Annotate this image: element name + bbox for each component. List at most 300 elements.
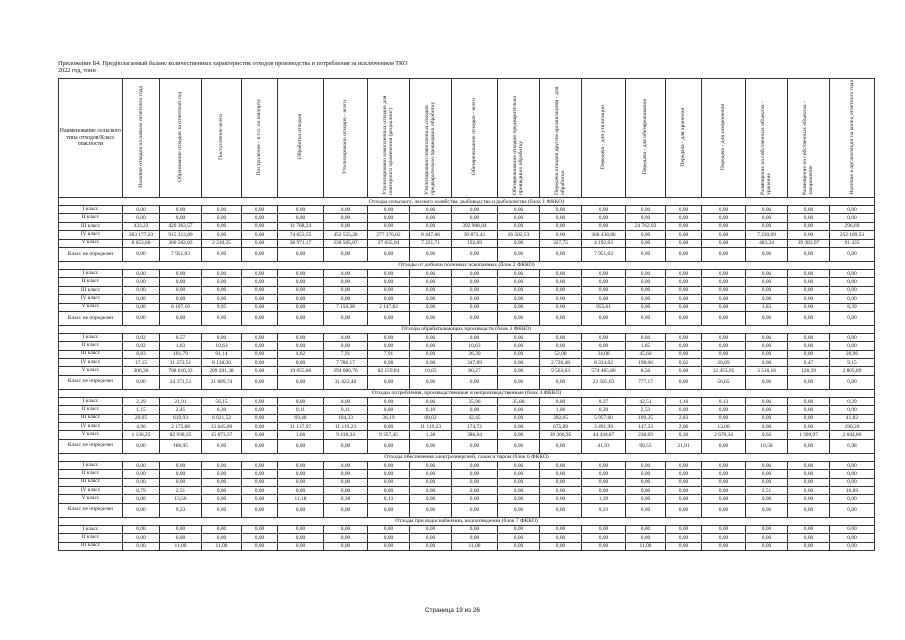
table-cell: 198,06 — [626, 359, 666, 367]
table-cell: 0,00 — [452, 406, 498, 414]
table-cell: 0,00 — [666, 542, 702, 550]
table-cell: 0,00 — [123, 295, 160, 303]
table-cell: 128,39 — [788, 367, 830, 375]
table-cell: 0,00 — [324, 503, 368, 517]
table-cell: 0,00 — [123, 534, 160, 542]
column-header-label: Поступление-всего — [218, 114, 225, 160]
table-cell: 0,00 — [452, 525, 498, 533]
table-cell: 41,93 — [582, 439, 626, 453]
table-cell: 0,00 — [702, 286, 746, 294]
table-cell: 1 136,25 — [123, 431, 160, 439]
table-cell: 0,00 — [160, 461, 202, 469]
table-cell: 0,00 — [830, 470, 875, 478]
table-cell: 0,00 — [626, 503, 666, 517]
table-cell: 0,00 — [160, 295, 202, 303]
table-cell: 6 021,52 — [202, 414, 242, 422]
row-class-label: V класс — [59, 431, 123, 439]
table-row — [59, 278, 875, 286]
table-cell: 0,00 — [540, 333, 582, 341]
column-header — [368, 79, 410, 198]
table-cell: 0,00 — [368, 486, 410, 494]
table-cell: 0,00 — [202, 247, 242, 261]
table-cell: 0,00 — [702, 278, 746, 286]
table-cell: 1,38 — [410, 431, 452, 439]
table-cell: 0,00 — [324, 286, 368, 294]
table-cell: 0,00 — [452, 461, 498, 469]
table-cell: 7 951,03 — [160, 247, 202, 261]
row-class-label: IV класс — [59, 423, 123, 431]
title-line-1: Приложение Б4. Предполагаемый баланс количественных характеристик отходов производства и потребления за исключением ТКО — [58, 60, 408, 67]
table-cell: 0,00 — [242, 303, 278, 311]
section-row — [59, 261, 875, 269]
table-cell: 0,00 — [788, 311, 830, 325]
table-cell: 8,56 — [626, 367, 666, 375]
table-cell: 0,00 — [160, 311, 202, 325]
table-cell: 11,18 — [278, 495, 324, 503]
table-cell: 0,00 — [202, 231, 242, 239]
table-cell: 0,00 — [702, 222, 746, 230]
table-cell: 0,00 — [242, 278, 278, 286]
table-cell: 0,00 — [123, 247, 160, 261]
table-cell: 0,00 — [540, 222, 582, 230]
table-cell: 0,00 — [410, 269, 452, 277]
table-cell: 0,00 — [324, 542, 368, 550]
column-header — [324, 79, 368, 198]
table-cell: 0,00 — [410, 311, 452, 325]
table-cell: 0,38 — [324, 495, 368, 503]
table-cell: 1,85 — [626, 342, 666, 350]
table-cell: 0,00 — [746, 495, 788, 503]
table-cell: 0,00 — [452, 375, 498, 389]
table-row — [59, 342, 875, 350]
table-cell: 0,00 — [702, 206, 746, 214]
table-cell: 0,00 — [498, 439, 540, 453]
table-row — [59, 359, 875, 367]
table-cell: 6,98 — [368, 359, 410, 367]
table-cell: 0,00 — [626, 478, 666, 486]
table-cell: 0,00 — [123, 375, 160, 389]
table-cell: 0,00 — [540, 439, 582, 453]
table-cell: 0,00 — [324, 439, 368, 453]
table-cell: 38 971,17 — [278, 239, 324, 247]
table-cell: 9 418,34 — [324, 431, 368, 439]
table-cell: 0,00 — [410, 214, 452, 222]
table-cell: 0,00 — [452, 303, 498, 311]
table-cell: 610,93 — [160, 414, 202, 422]
table-cell: 0,00 — [702, 350, 746, 358]
table-cell: 0,00 — [452, 486, 498, 494]
table-cell: 0,00 — [702, 247, 746, 261]
table-cell: 0,00 — [666, 269, 702, 277]
table-cell: 7 951,03 — [582, 247, 626, 261]
table-cell: 0,00 — [452, 534, 498, 542]
table-cell: 0,00 — [540, 495, 582, 503]
table-cell: 0,00 — [410, 359, 452, 367]
table-cell: 0,00 — [702, 303, 746, 311]
table-cell: 0,60 — [626, 333, 666, 341]
table-cell: 0,00 — [498, 239, 540, 247]
table-cell: 209 201,38 — [202, 367, 242, 375]
table-cell: 0,13 — [702, 397, 746, 405]
section-row — [59, 517, 875, 525]
table-cell: 0,00 — [702, 439, 746, 453]
row-class-label: I класс — [59, 397, 123, 405]
table-cell: 0,00 — [498, 534, 540, 542]
title-line-2: 2022 год, тонн — [58, 67, 96, 75]
row-class-label: IV класс — [59, 486, 123, 494]
table-cell: 16,58 — [746, 439, 788, 453]
table-row — [59, 206, 875, 214]
table-cell: 0,00 — [242, 375, 278, 389]
table-cell: 0,00 — [278, 503, 324, 517]
table-cell: 452 555,28 — [324, 231, 368, 239]
section-row — [59, 389, 875, 397]
table-cell: 0,00 — [626, 534, 666, 542]
table-cell: 0,00 — [368, 295, 410, 303]
table-cell: 0,00 — [702, 470, 746, 478]
table-cell: 0,00 — [788, 478, 830, 486]
table-cell: 0,00 — [540, 486, 582, 494]
table-cell: 0,00 — [368, 470, 410, 478]
table-row — [59, 239, 875, 247]
table-cell: 0,00 — [242, 367, 278, 375]
table-cell: 0,00 — [368, 286, 410, 294]
table-cell: 36,30 — [452, 350, 498, 358]
table-cell: 0,00 — [410, 222, 452, 230]
table-cell: 13,50 — [160, 495, 202, 503]
row-class-label: V класс — [59, 303, 123, 311]
table-cell: 7 230,09 — [746, 231, 788, 239]
table-cell: 11 273,51 — [160, 359, 202, 367]
table-row — [59, 286, 875, 294]
table-cell: 0,00 — [666, 470, 702, 478]
table-cell: 0,00 — [242, 534, 278, 542]
table-cell: 0,00 — [666, 367, 702, 375]
table-cell: 0,00 — [626, 495, 666, 503]
table-cell: 0,00 — [666, 247, 702, 261]
section-title: Отходы сельского, лесного хозяйства, рыбоводства и рыболовства (блок 1 ФККО) — [59, 198, 875, 206]
table-cell: 0,00 — [702, 486, 746, 494]
table-cell: 0,00 — [746, 423, 788, 431]
table-cell: 0,00 — [242, 342, 278, 350]
table-cell: 0,00 — [746, 397, 788, 405]
table-cell: 0,00 — [242, 239, 278, 247]
table-cell: 0,00 — [788, 534, 830, 542]
table-cell: 0,00 — [582, 542, 626, 550]
table-cell: 0,00 — [452, 269, 498, 277]
table-cell: 0,00 — [746, 350, 788, 358]
table-cell: 0,00 — [498, 222, 540, 230]
table-row — [59, 534, 875, 542]
table-cell: 0,00 — [324, 534, 368, 542]
table-cell: 0,00 — [278, 470, 324, 478]
column-header — [123, 79, 160, 198]
table-cell: 0,00 — [746, 534, 788, 542]
table-cell: 186,95 — [160, 439, 202, 453]
table-row — [59, 214, 875, 222]
table-row — [59, 295, 875, 303]
row-class-label: V класс — [59, 495, 123, 503]
row-class-label: I класс — [59, 333, 123, 341]
table-cell: 0,00 — [746, 375, 788, 389]
table-cell: 915 313,80 — [160, 231, 202, 239]
table-cell: 0,00 — [830, 534, 875, 542]
table-cell: 8 447,86 — [410, 231, 452, 239]
table-row — [59, 461, 875, 469]
table-cell: 56,65 — [702, 375, 746, 389]
table-cell: 0,00 — [452, 311, 498, 325]
table-cell: 0,00 — [746, 525, 788, 533]
table-cell: 238,69 — [626, 431, 666, 439]
table-cell: 0,20 — [582, 406, 626, 414]
table-cell: 9,23 — [582, 503, 626, 517]
table-cell: 433,22 — [123, 222, 160, 230]
table-cell: 0,00 — [666, 478, 702, 486]
table-cell: 0,00 — [702, 342, 746, 350]
column-header-label: Наличие в организации на конец отчетного года — [848, 79, 855, 195]
table-cell: 0,00 — [666, 214, 702, 222]
table-cell: 0,00 — [368, 311, 410, 325]
table-cell: 0,00 — [278, 461, 324, 469]
table-cell: 0,00 — [202, 295, 242, 303]
table-cell: 10,63 — [202, 342, 242, 350]
table-cell: 0,00 — [123, 269, 160, 277]
table-cell: 0,00 — [666, 222, 702, 230]
column-header — [452, 79, 498, 198]
table-cell: 0,00 — [540, 295, 582, 303]
table-cell: 0,11 — [324, 406, 368, 414]
table-cell: 10,89 — [830, 486, 875, 494]
row-class-label: Класс не определен — [59, 311, 123, 325]
row-class-label: III класс — [59, 350, 123, 358]
table-cell: 0,00 — [242, 542, 278, 550]
table-cell: 0,00 — [242, 311, 278, 325]
column-header-label: Передача - для утилизации — [600, 104, 607, 170]
table-cell: 0,00 — [702, 534, 746, 542]
table-cell: 91,14 — [202, 350, 242, 358]
table-cell: 82 159,84 — [368, 367, 410, 375]
table-cell: 0,00 — [410, 397, 452, 405]
table-cell: 0,00 — [746, 461, 788, 469]
table-cell: 0,00 — [830, 269, 875, 277]
table-cell: 0,00 — [202, 333, 242, 341]
table-cell: 0,00 — [368, 525, 410, 533]
table-cell: 0,00 — [746, 214, 788, 222]
table-cell: 0,00 — [666, 278, 702, 286]
table-cell: 0,00 — [324, 486, 368, 494]
table-cell: 74 653,55 — [278, 231, 324, 239]
table-cell: 0,00 — [452, 206, 498, 214]
table-cell: 0,00 — [498, 278, 540, 286]
table-cell: 0,00 — [788, 486, 830, 494]
table-cell: 0,00 — [202, 214, 242, 222]
table-cell: 0,36 — [666, 431, 702, 439]
column-header-label: Обезвреживание отходов - всего — [471, 98, 478, 176]
table-cell: 0,00 — [582, 342, 626, 350]
table-cell: 0,00 — [582, 269, 626, 277]
table-cell: 0,00 — [278, 214, 324, 222]
table-cell: 11,00 — [626, 542, 666, 550]
section-title: Отходы обрабатывающих производств (блок 3 ФККО) — [59, 325, 875, 333]
table-cell: 21,91 — [666, 439, 702, 453]
table-cell: 52,08 — [540, 350, 582, 358]
table-cell: 3 516,16 — [746, 367, 788, 375]
table-cell: 2,45 — [160, 406, 202, 414]
table-cell: 23 585,03 — [582, 375, 626, 389]
table-cell: 0,00 — [160, 206, 202, 214]
table-cell: 0,00 — [788, 414, 830, 422]
table-cell: 0,00 — [410, 534, 452, 542]
table-cell: 0,00 — [278, 286, 324, 294]
table-cell: 0,00 — [666, 295, 702, 303]
table-cell: 0,00 — [123, 206, 160, 214]
table-cell: 0,00 — [452, 495, 498, 503]
table-cell: 0,02 — [666, 359, 702, 367]
table-cell: 0,47 — [788, 359, 830, 367]
table-cell: 0,00 — [702, 239, 746, 247]
table-cell: 252 189,53 — [830, 231, 875, 239]
table-cell: 0,00 — [498, 350, 540, 358]
table-cell: 0,00 — [242, 359, 278, 367]
table-cell: 0,02 — [123, 342, 160, 350]
table-cell: 0,00 — [626, 525, 666, 533]
table-cell: 1,66 — [278, 431, 324, 439]
column-header-label: Поступление - в т.ч. по импорту — [256, 98, 263, 176]
table-cell: 0,00 — [498, 406, 540, 414]
table-cell: 1,15 — [123, 406, 160, 414]
table-cell: 0,00 — [324, 525, 368, 533]
table-cell: 483,24 — [746, 239, 788, 247]
table-cell: 0,00 — [498, 375, 540, 389]
table-cell: 0,00 — [202, 461, 242, 469]
table-cell: 0,00 — [788, 333, 830, 341]
table-cell: 31 622,40 — [324, 375, 368, 389]
table-cell: 0,00 — [498, 423, 540, 431]
table-cell: 0,00 — [278, 478, 324, 486]
table-cell: 0,00 — [626, 206, 666, 214]
table-cell: 0,37 — [582, 397, 626, 405]
table-cell: 2,51 — [160, 486, 202, 494]
table-cell: 0,00 — [242, 525, 278, 533]
table-cell: 0,00 — [788, 231, 830, 239]
table-cell: 0,00 — [746, 311, 788, 325]
document-title — [58, 60, 878, 75]
table-cell: 15 873,37 — [202, 431, 242, 439]
section-row — [59, 198, 875, 206]
table-cell: 2,06 — [666, 423, 702, 431]
table-cell: 0,00 — [788, 214, 830, 222]
row-class-label: IV класс — [59, 231, 123, 239]
table-cell: 9 357,45 — [368, 431, 410, 439]
table-cell: 0,00 — [830, 286, 875, 294]
table-cell: 0,00 — [788, 222, 830, 230]
table-cell: 0,11 — [278, 406, 324, 414]
column-header-label: Передача - для захоронения — [720, 103, 727, 171]
table-cell: 0,00 — [410, 486, 452, 494]
table-cell: 174,72 — [452, 423, 498, 431]
table-cell: 0,00 — [123, 542, 160, 550]
table-cell: 238 505,07 — [324, 239, 368, 247]
table-cell: 0,00 — [123, 495, 160, 503]
table-cell: 294 680,76 — [324, 367, 368, 375]
table-cell: 0,00 — [278, 247, 324, 261]
table-cell: 0,00 — [242, 397, 278, 405]
row-class-label: IV класс — [59, 359, 123, 367]
table-cell: 0,00 — [626, 303, 666, 311]
table-cell: 0,00 — [582, 278, 626, 286]
table-cell: 0,00 — [278, 206, 324, 214]
table-cell: 24 371,51 — [160, 375, 202, 389]
table-cell: 0,00 — [278, 542, 324, 550]
table-cell: 1,83 — [746, 303, 788, 311]
table-cell: 0,00 — [746, 278, 788, 286]
table-cell: 0,00 — [746, 269, 788, 277]
table-cell: 0,00 — [278, 342, 324, 350]
table-cell: 9,05 — [202, 303, 242, 311]
table-cell: 0,00 — [410, 342, 452, 350]
header-type-class: Наименование сельского типа отходов/Класс опасности — [59, 79, 123, 198]
table-cell: 0,00 — [202, 439, 242, 453]
row-class-label: II класс — [59, 470, 123, 478]
table-cell: 0,00 — [830, 311, 875, 325]
table-cell: 0,00 — [160, 286, 202, 294]
table-cell: 0,00 — [242, 478, 278, 486]
table-cell: 0,00 — [368, 542, 410, 550]
table-cell: 0,00 — [582, 470, 626, 478]
table-cell: 0,00 — [788, 503, 830, 517]
table-cell: 0,00 — [830, 214, 875, 222]
table-cell: 0,00 — [582, 486, 626, 494]
table-cell: 0,00 — [324, 333, 368, 341]
table-cell: 0,00 — [202, 525, 242, 533]
table-cell: 0,00 — [540, 478, 582, 486]
table-cell: 0,00 — [746, 414, 788, 422]
table-row — [59, 414, 875, 422]
table-cell: 0,13 — [368, 495, 410, 503]
table-cell: 0,00 — [788, 247, 830, 261]
table-cell: 35,88 — [498, 397, 540, 405]
table-cell: 99,55 — [626, 439, 666, 453]
table-cell: 39 366,95 — [540, 431, 582, 439]
table-cell: 0,00 — [702, 231, 746, 239]
table-cell: 2 175,88 — [160, 423, 202, 431]
table-cell: 3 491,99 — [582, 423, 626, 431]
table-cell: 0,00 — [498, 486, 540, 494]
table-cell: 0,00 — [410, 350, 452, 358]
column-header-label: Обезвреживание отходов предварительно прошедших обработку — [512, 95, 525, 195]
table-cell: 0,00 — [498, 367, 540, 375]
table-cell: 0,00 — [788, 375, 830, 389]
table-cell: 0,00 — [666, 239, 702, 247]
table-cell: 0,00 — [498, 286, 540, 294]
table-row — [59, 423, 875, 431]
table-cell: 0,00 — [278, 269, 324, 277]
table-cell: 0,00 — [123, 311, 160, 325]
table-cell: 0,00 — [540, 461, 582, 469]
table-row — [59, 470, 875, 478]
table-cell: 0,00 — [666, 534, 702, 542]
table-cell: 0,00 — [746, 503, 788, 517]
table-cell: 30 872,41 — [452, 231, 498, 239]
table-cell: 0,00 — [202, 269, 242, 277]
table-cell: 11 119,23 — [410, 423, 452, 431]
table-cell: 0,00 — [582, 206, 626, 214]
table-cell: 0,00 — [702, 525, 746, 533]
table-cell: 0,00 — [498, 247, 540, 261]
table-cell: 91 435 — [830, 239, 875, 247]
table-cell: 0,00 — [702, 503, 746, 517]
column-header — [788, 79, 830, 198]
